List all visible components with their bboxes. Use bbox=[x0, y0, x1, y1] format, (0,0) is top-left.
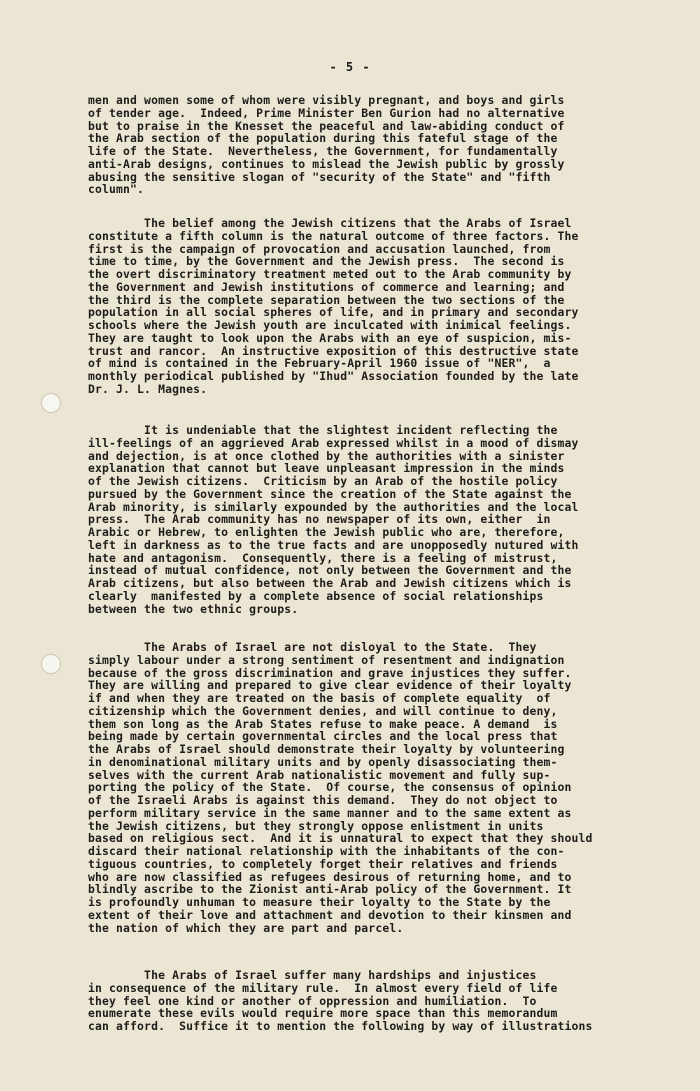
punch-hole-bottom bbox=[41, 654, 61, 674]
punch-hole-top bbox=[41, 393, 61, 413]
paragraph-2: The belief among the Jewish citizens that the Arabs of Israel constitute a fifth column is the natural outcome of three factors. The first is the campaign of provocation and accusation launched, from time to time, by the Government and the Jewish press. The second is the overt discriminatory treatment meted out to the Arab community by the Government and Jewish institutions of commerce and learning; and the third is the complete separation between the two sections of the population in all social spheres of life, and in primary and secondary schools where the Jewish youth are inculcated with inimical feelings. They are taught to look upon the Arabs with an eye of suspicion, mis- trust and rancor. An instructive exposition of this destructive state of mind is contained in the February-April 1960 issue of "NER", a monthly periodical published by "Ihud" Association founded by the late Dr. J. L. Magnes. bbox=[88, 216, 579, 396]
paragraph-4: The Arabs of Israel are not disloyal to the State. They simply labour under a strong sentiment of resentment and indignation because of the gross discrimination and grave injustices they suffer. They are willing and prepared to give clear evidence of their loyalty if and when they are treated on the basis of complete equality of citizenship which the Government denies, and will continue to deny, them son long as the Arab States refuse to make peace. A demand is being made by certain governmental circles and the local press that the Arabs of Israel should demonstrate their loyalty by volunteering in denominational military units and by openly disassociating them- selves with the current Arab nationalistic movement and fully sup- porting the policy of the State. Of course, the consensus of opinion of the Israeli Arabs is against this demand. They do not object to perform military service in the same manner and to the same extent as the Jewish citizens, but they strongly oppose enlistment in units based on religious sect. And it is unnatural to expect that they should discard their national relationship with the inhabitants of the con- tiguous countries, to completely forget their relatives and friends who are now classified as refugees desirous of returning home, and to blindly ascribe to the Zionist anti-Arab policy of the Government. It is profoundly unhuman to measure their loyalty to the State by the extent of their love and attachment and devotion to their kinsmen and the nation of which they are part and parcel. bbox=[88, 640, 593, 935]
paragraph-3: It is undeniable that the slightest incident reflecting the ill-feelings of an aggrieved Arab expressed whilst in a mood of dismay and dejection, is at once clothed by the authorities with a sinister explanation that cannot but leave unpleasant impression in the minds of the Jewish citizens. Criticism by an Arab of the hostile policy pursued by the Government since the creation of the State against the Arab minority, is similarly expounded by the authorities and the local press. The Arab community has no newspaper of its own, either in Arabic or Hebrew, to enlighten the Jewish public who are, therefore, left in darkness as to the true facts and are unopposedly nutured with hate and antagonism. Consequently, there is a feeling of mistrust, instead of mutual confidence, not only between the Government and the Arab citizens, but also between the Arab and Jewish citizens which is clearly manifested by a complete absence of social relationships between the two ethnic groups. bbox=[88, 423, 579, 616]
paragraph-5: The Arabs of Israel suffer many hardships and injustices in consequence of the military rule. In almost every field of life they feel one kind or another of oppression and humiliation. To enumerate these evils would require more space than this memorandum can afford. Suffice it to mention the following by way of illustrations bbox=[88, 968, 593, 1033]
paragraph-1: men and women some of whom were visibly pregnant, and boys and girls of tender age. Indeed, Prime Minister Ben Gurion had no alternative but to praise in the Knesset the peaceful and law-abiding conduct of the Arab section of the population during this fateful stage of the life of the State. Nevertheless, the Government, for fundamentally anti-Arab designs, continues to mislead the Jewish public by grossly abusing the sensitive slogan of "security of the State" and "fifth column". bbox=[88, 93, 565, 197]
page-number: - 5 - bbox=[329, 60, 371, 74]
